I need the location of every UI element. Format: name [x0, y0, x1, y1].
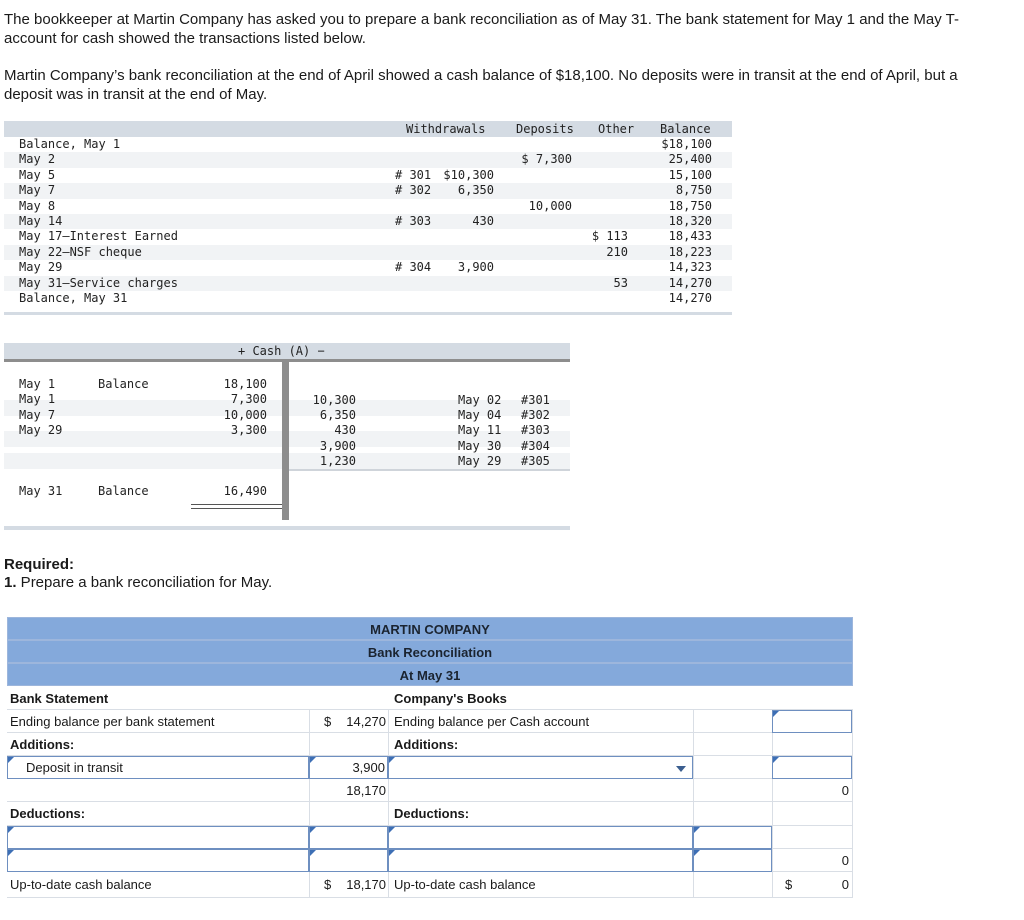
bank-cell-chq: # 301 — [395, 167, 432, 182]
bank-ending-dollar-sign: $ — [324, 714, 332, 729]
bank-cell-label: May 29 — [19, 260, 63, 275]
credit-amt: 10,300 — [312, 392, 356, 407]
books-deduction-amount-input-2[interactable] — [693, 849, 772, 872]
bank-cell-dep: 10,000 — [528, 198, 572, 213]
required-item-text: Prepare a bank reconciliation for May. — [16, 574, 273, 591]
credit-chq: #301 — [521, 392, 550, 407]
debit-date: May 1 — [19, 392, 56, 407]
bank-cell-other: 53 — [613, 275, 628, 290]
bank-uptodate-label: Up-to-date cash balance — [10, 877, 152, 892]
credit-date: May 02 — [458, 392, 502, 407]
credit-amt: 3,900 — [319, 438, 356, 453]
withdrawals-header: Withdrawals — [406, 122, 486, 136]
intro-paragraph-2: Martin Company’s bank reconciliation at the end of April showed a cash balance of $18,100. No deposits were in transit at the end of April, but a deposit was in transit at the end of May. — [4, 67, 958, 103]
bank-cell-label: May 5 — [19, 167, 56, 182]
debit-amt: 7,300 — [230, 392, 267, 407]
t-account-title: + Cash (A) − — [238, 344, 325, 358]
reconciliation-date: At May 31 — [7, 663, 853, 686]
bank-statement-row — [4, 260, 732, 275]
bank-additions-label: Additions: — [10, 737, 75, 752]
bank-statement-row — [4, 183, 732, 198]
bank-statement-row — [4, 214, 732, 229]
credit-chq: #305 — [521, 454, 550, 469]
books-uptodate-value: 0 — [841, 877, 849, 892]
bank-subtotal: 18,170 — [346, 783, 386, 798]
bank-deduction-amount-input-2[interactable] — [309, 849, 388, 872]
bank-cell-label: May 17—Interest Earned — [19, 229, 178, 244]
ending-date: May 31 — [19, 484, 63, 498]
debit-amt: 3,300 — [230, 423, 267, 438]
bank-reconciliation-form — [7, 617, 853, 898]
bank-cell-bal: 14,270 — [668, 291, 712, 305]
bank-cell-bal: 15,100 — [668, 167, 712, 182]
bank-deductions-label: Deductions: — [10, 806, 86, 821]
bank-statement-row — [4, 168, 732, 183]
intro-paragraph-1: The bookkeeper at Martin Company has asked you to prepare a bank reconciliation as of May 31. The bank statement for May 1 and the May T-account for cash showed the transactions listed below. — [4, 11, 959, 47]
books-uptodate-label: Up-to-date cash balance — [394, 877, 536, 892]
ending-balance: 16,490 — [223, 484, 267, 498]
bank-cell-dep: $ 7,300 — [521, 152, 572, 167]
credit-chq: #303 — [521, 423, 550, 438]
reconciliation-title: Bank Reconciliation — [7, 640, 853, 663]
bank-cell-other: 210 — [606, 244, 628, 259]
bank-cell-bal: 14,323 — [668, 260, 712, 275]
cash-t-account — [4, 343, 572, 533]
bank-uptodate-value: 18,170 — [346, 877, 386, 892]
bank-cell-bal: 18,433 — [668, 229, 712, 244]
bank-statement-table — [4, 121, 732, 317]
required-item-1 — [4, 574, 272, 592]
required-section — [4, 556, 272, 592]
bank-cell-wd: $10,300 — [443, 167, 494, 182]
bank-cell-chq: # 303 — [395, 214, 432, 228]
deposit-in-transit-label: Deposit in transit — [26, 760, 123, 775]
books-addition-amount-input[interactable] — [772, 756, 852, 779]
bank-cell-label: May 2 — [19, 152, 56, 167]
credit-date: May 29 — [458, 454, 502, 469]
bank-statement-row — [4, 199, 732, 214]
books-addition-item-select[interactable] — [388, 756, 693, 779]
debit-date: May 1 — [19, 377, 56, 391]
deposit-in-transit-input[interactable] — [309, 756, 388, 779]
books-deductions-label: Deductions: — [394, 806, 470, 821]
bank-cell-bal: 18,223 — [668, 244, 712, 259]
credit-date: May 11 — [458, 423, 502, 438]
balance-header: Balance — [660, 122, 711, 136]
bank-cell-label: May 31—Service charges — [19, 275, 178, 290]
credit-amt: 6,350 — [319, 407, 356, 422]
required-heading: Required: — [4, 556, 75, 573]
credit-date: May 04 — [458, 407, 502, 422]
books-deduction-amount-input-1[interactable] — [693, 826, 772, 849]
debit-amt: 18,100 — [223, 377, 267, 391]
bank-statement-row — [4, 152, 732, 167]
bank-statement-header-row — [4, 121, 732, 137]
bank-cell-label: May 22—NSF cheque — [19, 244, 142, 259]
bank-cell-label: May 14 — [19, 214, 63, 228]
company-books-heading: Company's Books — [394, 691, 507, 706]
books-additions-label: Additions: — [394, 737, 459, 752]
bank-statement-row — [4, 276, 732, 291]
bank-deduction-amount-input-1[interactable] — [309, 826, 388, 849]
chevron-down-icon[interactable] — [676, 766, 686, 772]
bank-statement-row — [4, 137, 732, 152]
bank-cell-wd: 6,350 — [457, 183, 494, 198]
bank-cell-bal: 14,270 — [668, 275, 712, 290]
bank-statement-row — [4, 229, 732, 244]
bank-cell-bal: 18,750 — [668, 198, 712, 213]
bank-statement-row — [4, 291, 732, 306]
bank-cell-label: May 8 — [19, 198, 56, 213]
books-deduction-item-input-2[interactable] — [388, 849, 693, 872]
other-header: Other — [598, 122, 635, 136]
credit-chq: #304 — [521, 438, 550, 453]
bank-cell-bal: 25,400 — [668, 152, 712, 167]
credit-chq: #302 — [521, 407, 550, 422]
credit-date: May 30 — [458, 438, 502, 453]
books-subtotal: 0 — [841, 783, 849, 798]
books-ending-balance-input[interactable] — [772, 710, 852, 733]
required-item-number: 1. — [4, 574, 17, 591]
bank-cell-bal: $18,100 — [661, 137, 712, 151]
bank-cell-label: May 7 — [19, 183, 56, 198]
bank-cell-wd: 430 — [472, 214, 494, 228]
books-ending-balance-label: Ending balance per Cash account — [394, 714, 590, 729]
books-deductions-total: 0 — [841, 853, 849, 868]
bank-cell-label: Balance, May 31 — [19, 291, 128, 305]
company-name: MARTIN COMPANY — [7, 617, 853, 640]
bank-deduction-item-input-2[interactable] — [7, 849, 309, 872]
bank-cell-label: Balance, May 1 — [19, 137, 121, 151]
t-account-bottom-rule — [4, 526, 570, 530]
credit-amt: 1,230 — [319, 454, 356, 469]
bank-cell-wd: 3,900 — [457, 260, 494, 275]
t-account-header — [4, 343, 570, 359]
bank-deduction-item-input-1[interactable] — [7, 826, 309, 849]
bank-cell-bal: 8,750 — [675, 183, 712, 198]
double-underline-top — [191, 504, 282, 505]
bank-statement-heading: Bank Statement — [10, 691, 109, 706]
bank-statement-bottom-rule — [4, 312, 732, 315]
bank-ending-balance-label: Ending balance per bank statement — [10, 714, 215, 729]
debit-date: May 7 — [19, 407, 56, 422]
bank-cell-bal: 18,320 — [668, 214, 712, 228]
t-account-vertical-rule — [282, 359, 289, 520]
debit-date: May 29 — [19, 423, 63, 438]
books-uptodate-dollar-sign: $ — [785, 877, 793, 892]
bank-ending-balance-value: 14,270 — [346, 714, 386, 729]
bank-cell-other: $ 113 — [591, 229, 628, 244]
bank-statement-row — [4, 245, 732, 260]
ending-desc: Balance — [98, 484, 149, 498]
bank-cell-chq: # 304 — [395, 260, 432, 275]
bank-addition-item-select[interactable] — [7, 756, 309, 779]
debit-desc: Balance — [98, 377, 149, 391]
double-underline-bottom — [191, 508, 282, 509]
books-deduction-item-input-1[interactable] — [388, 826, 693, 849]
bank-uptodate-dollar-sign: $ — [324, 877, 332, 892]
credit-amt: 430 — [334, 423, 356, 438]
deposit-in-transit-value: 3,900 — [352, 760, 385, 775]
bank-cell-chq: # 302 — [395, 183, 432, 198]
deposits-header: Deposits — [516, 122, 574, 136]
debit-amt: 10,000 — [223, 407, 267, 422]
